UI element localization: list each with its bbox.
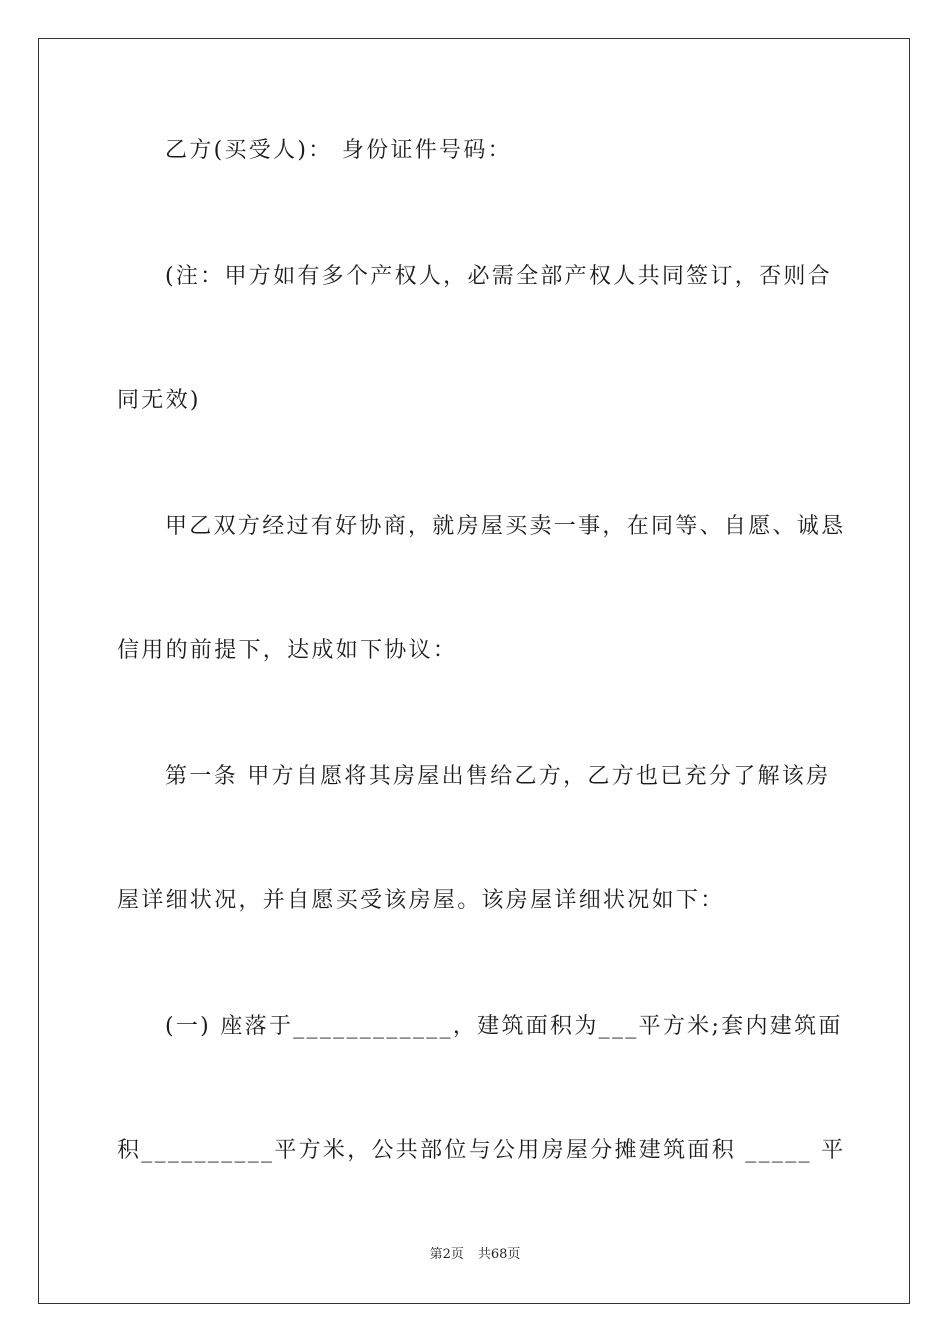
page-number: 第2页	[429, 1247, 464, 1262]
note-line-2: 同无效)	[117, 388, 201, 413]
agreement-line-1: 甲乙双方经过有好协商，就房屋买卖一事，在同等、自愿、诚恳	[165, 514, 846, 539]
article-1-line-2: 屋详细状况，并自愿买受该房屋。该房屋详细状况如下：	[117, 888, 725, 913]
agreement-line-2: 信用的前提下，达成如下协议：	[117, 638, 458, 663]
buyer-line: 乙方(买受人)： 身份证件号码：	[165, 138, 512, 163]
article-1-line-1: 第一条 甲方自愿将其房屋出售给乙方，乙方也已充分了解该房	[165, 764, 831, 789]
page-frame	[38, 38, 910, 1304]
page-footer	[0, 1246, 950, 1264]
clause-1-line-2: 积__________平方米，公共部位与公用房屋分摊建筑面积 _____ 平	[117, 1138, 846, 1163]
clause-1-line-1: (一) 座落于____________，建筑面积为___平方米;套内建筑面	[165, 1014, 843, 1039]
page-total: 共68页	[477, 1247, 521, 1262]
note-line-1: (注：甲方如有多个产权人，必需全部产权人共同签订，否则合	[165, 264, 832, 289]
